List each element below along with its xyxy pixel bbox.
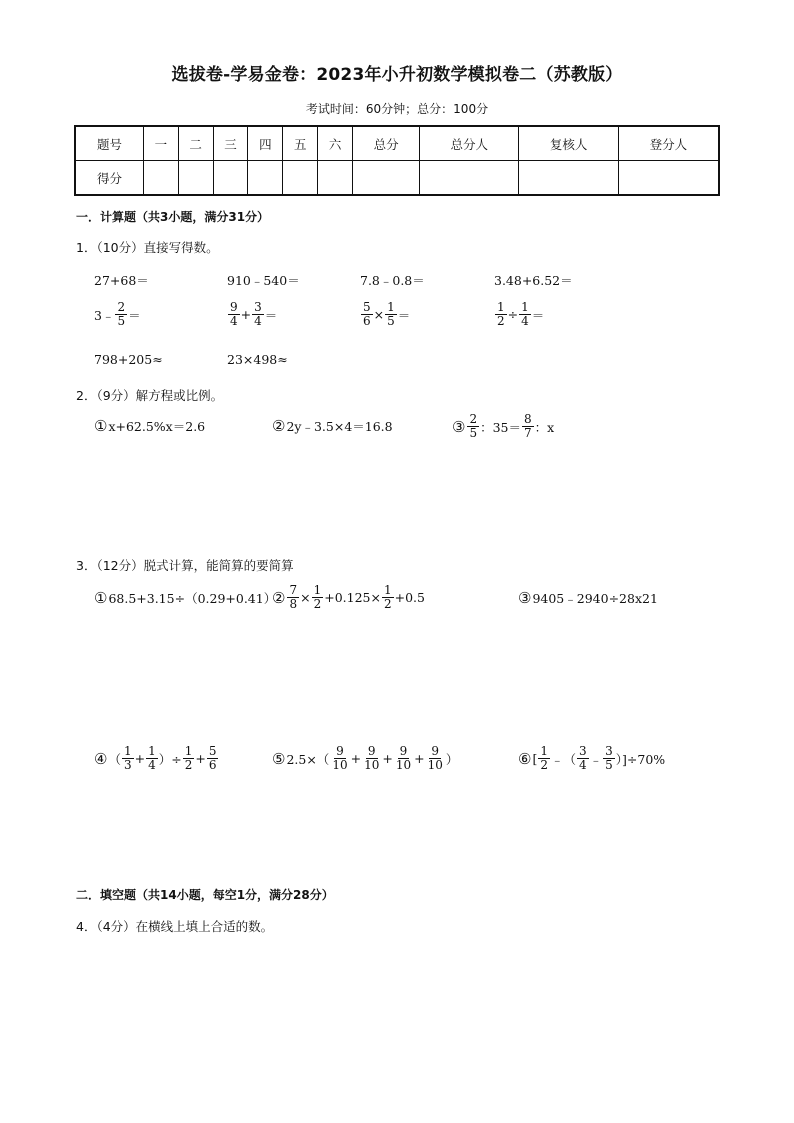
fraction	[577, 745, 589, 772]
score-table-score-row	[75, 161, 719, 196]
fraction	[426, 745, 445, 772]
denominator: 4	[148, 758, 156, 772]
q1-item: 23×498≈	[227, 352, 288, 367]
item-number: ⑤	[272, 749, 286, 768]
expr-text: ：35＝	[480, 419, 521, 435]
expr-text: ）÷	[158, 751, 182, 767]
q1-item-fraction	[494, 301, 544, 328]
q1-item: 910﹣540＝	[227, 273, 300, 288]
numerator: 3	[579, 744, 587, 758]
q3-item	[272, 745, 458, 772]
question-2-text: 2．（9分）解方程或比例。	[76, 388, 224, 403]
numerator: 1	[383, 583, 392, 597]
operator: +	[240, 307, 252, 322]
score-cell[interactable]	[248, 161, 283, 196]
numerator: 2	[469, 412, 478, 426]
denominator: 4	[521, 314, 529, 328]
expr-text: 2.5×（	[286, 751, 330, 767]
score-table-header-row	[75, 126, 719, 161]
score-cell[interactable]	[283, 161, 318, 196]
numerator: 1	[184, 744, 193, 758]
expr-text: （	[108, 751, 121, 767]
expr-text: 9405﹣2940÷28x21	[532, 591, 658, 606]
q1-item-fraction	[360, 301, 410, 328]
fraction	[312, 584, 324, 611]
fraction	[467, 413, 479, 440]
header-cell: 复核人	[519, 126, 618, 161]
operator: ×	[373, 307, 385, 322]
numerator: 9	[431, 744, 440, 758]
section-2-title: 二．填空题（共14小题，每空1分，满分28分）	[76, 888, 334, 902]
header-cell: 一	[143, 126, 178, 161]
expr-text: ）	[445, 751, 459, 767]
denominator: 4	[230, 314, 238, 328]
operator: +	[414, 751, 425, 766]
expr-text: ＝	[128, 307, 141, 323]
denominator: 6	[363, 314, 371, 328]
numerator: 1	[497, 300, 505, 314]
q3-item	[94, 589, 276, 607]
numerator: 9	[367, 744, 376, 758]
q3-item	[518, 745, 665, 772]
fraction	[146, 745, 158, 772]
fraction	[519, 301, 531, 328]
denominator: 5	[117, 314, 126, 328]
score-cell[interactable]	[420, 161, 519, 196]
denominator: 4	[579, 758, 587, 772]
expr-text: 2y﹣3.5×4＝16.8	[286, 419, 393, 434]
fraction	[522, 413, 534, 440]
fraction	[603, 745, 615, 772]
denominator: 10	[427, 758, 443, 772]
numerator: 9	[336, 744, 344, 758]
numerator: 7	[289, 583, 298, 597]
denominator: 2	[540, 758, 548, 772]
denominator: 10	[395, 758, 412, 772]
numerator: 1	[123, 744, 132, 758]
numerator: 3	[254, 300, 262, 314]
q1-item: 27+68＝	[94, 273, 149, 288]
item-number: ③	[518, 589, 532, 607]
denominator: 2	[313, 597, 322, 611]
expr-text: 3﹣	[94, 307, 115, 323]
operator: +	[134, 751, 146, 766]
numerator: 9	[230, 300, 238, 314]
q3-item	[94, 745, 219, 772]
expr-text: ＝	[397, 307, 411, 323]
expr-text: ）]÷70%	[615, 751, 666, 767]
fraction	[115, 301, 127, 328]
score-cell[interactable]	[353, 161, 420, 196]
item-number: ②	[272, 588, 286, 607]
q3-item	[272, 584, 425, 611]
q1-item: 798+205≈	[94, 352, 163, 367]
denominator: 3	[123, 758, 132, 772]
operator: +	[350, 751, 362, 766]
operator: ×	[300, 590, 311, 605]
expr-text: [	[532, 751, 538, 766]
denominator: 10	[332, 758, 348, 772]
item-number: ④	[94, 749, 108, 768]
numerator: 5	[208, 744, 217, 758]
operator: ÷	[507, 307, 519, 322]
fraction	[207, 745, 219, 772]
item-number: ②	[272, 417, 286, 435]
denominator: 8	[289, 597, 298, 611]
question-1-text: 1．（10分）直接写得数。	[76, 240, 219, 255]
fraction	[385, 301, 397, 328]
header-cell: 三	[213, 126, 248, 161]
score-cell[interactable]	[318, 161, 353, 196]
header-cell: 六	[318, 126, 353, 161]
expr-text: x+62.5%x＝2.6	[108, 419, 206, 434]
item-number: ③	[452, 417, 466, 436]
item-number: ⑥	[518, 749, 532, 768]
expr-text: ：x	[534, 419, 555, 435]
operator: +	[382, 751, 393, 766]
header-cell: 总分人	[420, 126, 519, 161]
denominator: 7	[524, 426, 532, 440]
expr-text: +0.5	[394, 590, 425, 605]
numerator: 1	[521, 300, 529, 314]
denominator: 2	[184, 758, 193, 772]
expr-text: 68.5+3.15÷（0.29+0.41）	[108, 591, 277, 606]
numerator: 9	[399, 744, 408, 758]
denominator: 2	[383, 597, 392, 611]
operator: ﹣	[589, 751, 603, 767]
question-4-text: 4．（4分）在横线上填上合适的数。	[76, 919, 274, 934]
header-cell: 总分	[353, 126, 420, 161]
fraction	[228, 301, 240, 328]
header-cell: 二	[178, 126, 213, 161]
numerator: 1	[148, 744, 156, 758]
fraction	[361, 301, 373, 328]
q3-item	[518, 589, 658, 607]
question-3-text: 3．（12分）脱式计算，能简算的要简算	[76, 558, 294, 573]
q2-item	[272, 417, 393, 435]
q1-item: 3.48+6.52＝	[494, 273, 573, 288]
denominator: 4	[254, 314, 262, 328]
denominator: 10	[364, 758, 380, 772]
header-cell: 四	[248, 126, 283, 161]
score-cell[interactable]	[213, 161, 248, 196]
score-cell[interactable]	[143, 161, 178, 196]
expr-text: +0.125×	[324, 590, 381, 605]
numerator: 3	[605, 744, 613, 758]
score-table	[74, 125, 720, 196]
expr-text: ﹣（	[550, 751, 576, 767]
fraction	[252, 301, 264, 328]
fraction	[330, 745, 349, 772]
header-cell: 五	[283, 126, 318, 161]
numerator: 1	[387, 300, 395, 314]
expr-text: ＝	[531, 307, 545, 323]
q1-item: 7.8﹣0.8＝	[360, 273, 425, 288]
fraction	[538, 745, 550, 772]
q1-item-fraction	[94, 301, 141, 328]
numerator: 2	[117, 300, 126, 314]
header-cell: 登分人	[618, 126, 719, 161]
item-number: ①	[94, 589, 108, 607]
numerator: 8	[524, 412, 532, 426]
score-cell[interactable]	[519, 161, 618, 196]
q2-item	[452, 413, 554, 440]
fraction	[362, 745, 381, 772]
exam-info: 考试时间：60分钟；总分：100分	[305, 102, 489, 116]
row-label: 得分	[75, 161, 143, 196]
score-cell[interactable]	[618, 161, 719, 196]
denominator: 5	[387, 314, 395, 328]
fraction	[495, 301, 507, 328]
numerator: 5	[363, 300, 371, 314]
fraction	[382, 584, 394, 611]
page-title: 选拔卷-学易金卷：2023年小升初数学模拟卷二（苏教版）	[171, 65, 623, 85]
operator: +	[195, 751, 206, 766]
fraction	[394, 745, 413, 772]
denominator: 5	[605, 758, 613, 772]
denominator: 5	[469, 426, 478, 440]
q2-item	[94, 417, 205, 435]
numerator: 1	[540, 744, 548, 758]
expr-text: ＝	[264, 307, 278, 323]
numerator: 1	[313, 583, 322, 597]
header-cell: 题号	[75, 126, 143, 161]
q1-item-fraction	[227, 301, 277, 328]
denominator: 2	[497, 314, 505, 328]
item-number: ①	[94, 417, 108, 435]
fraction	[287, 584, 299, 611]
denominator: 6	[208, 758, 217, 772]
fraction	[122, 745, 134, 772]
section-1-title: 一．计算题（共3小题，满分31分）	[76, 210, 270, 224]
fraction	[183, 745, 195, 772]
score-cell[interactable]	[178, 161, 213, 196]
